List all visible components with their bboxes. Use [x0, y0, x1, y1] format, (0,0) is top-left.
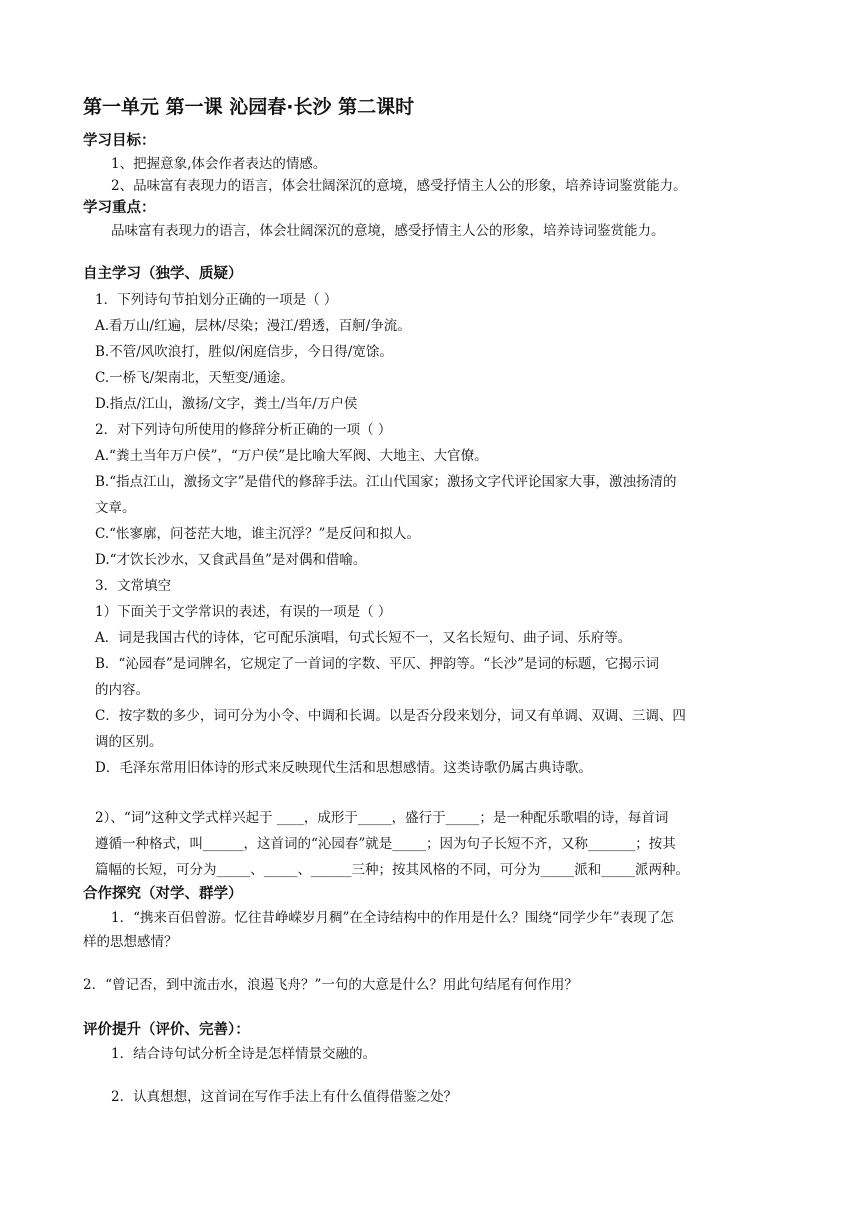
- option-line: C．按字数的多少，词可分为小令、中调和长调。以是否分段来划分，词又有单调、双调、三调、四: [95, 708, 686, 724]
- objectives-heading: 学习目标：: [83, 133, 156, 149]
- option-line: D．毛泽东常用旧体诗的形式来反映现代生活和思想感情。这类诗歌仍属古典诗歌。: [95, 760, 592, 776]
- option-line: 的内容。: [95, 682, 149, 698]
- question-line: 1．“携来百侣曾游。忆往昔峥嵘岁月稠”在全诗结构中的作用是什么？围绕“同学少年”表现了怎: [111, 910, 674, 926]
- option-line: D.“才饮长沙水，又食武昌鱼”是对偶和借喻。: [95, 552, 367, 568]
- option-line: C.一桥飞/架南北，天堑变/通途。: [95, 370, 294, 386]
- option-line: C.“怅寥廓，问苍茫大地，谁主沉浮？”是反问和拟人。: [95, 526, 420, 542]
- question-line: 1）下面关于文学常识的表述，有误的一项是（ ）: [95, 604, 392, 620]
- fill-blank-line: 2）、“词”这种文学式样兴起于 ____，成形于_____，盛行于_____；是一种配乐歌唱的诗，每首词: [95, 810, 669, 826]
- option-line: A．词是我国古代的诗体，它可配乐演唱，句式长短不一，又名长短句、曲子词、乐府等。: [95, 630, 632, 646]
- fill-blank-line: 篇幅的长短，可分为_____、_____、______三种；按其风格的不同，可分为_____派和_____派两种。: [95, 862, 689, 878]
- question-line: 1．结合诗句试分析全诗是怎样情景交融的。: [111, 1046, 377, 1062]
- question-line: 1．下列诗句节拍划分正确的一项是（ ）: [95, 292, 338, 308]
- option-line: D.指点/江山，激扬/文字，粪土/当年/万户侯: [95, 396, 358, 412]
- page-title: 第一单元 第一课 沁园春·长沙 第二课时: [83, 96, 415, 118]
- option-line: 文章。: [95, 500, 136, 516]
- question-line: 样的思想感情？: [83, 934, 178, 950]
- focus-heading: 学习重点：: [83, 200, 156, 216]
- objective-item: 1、把握意象,体会作者表达的情感。: [111, 156, 327, 172]
- option-line: A.“粪土当年万户侯”，“万户侯”是比喻大军阀、大地主、大官僚。: [95, 448, 488, 464]
- evaluation-heading: 评价提升（评价、完善）：: [83, 1022, 250, 1038]
- fill-blank-line: 遵循一种格式，叫______，这首词的“沁园春”就是_____；因为句子长短不齐，又称_______；按其: [95, 836, 676, 852]
- option-line: B．“沁园春”是词牌名，它规定了一首词的字数、平仄、押韵等。“长沙”是词的标题，它揭示词: [95, 656, 660, 672]
- focus-text: 品味富有表现力的语言，体会壮阔深沉的意境，感受抒情主人公的形象，培养诗词鉴赏能力。: [111, 223, 665, 239]
- question-line: 2．对下列诗句所使用的修辞分析正确的一项（ ）: [95, 422, 392, 438]
- option-line: B.“指点江山，激扬文字”是借代的修辞手法。江山代国家；激扬文字代评论国家大事，激浊扬清的: [95, 474, 677, 490]
- option-line: 调的区别。: [95, 734, 163, 750]
- question-line: 3．文常填空: [95, 578, 172, 594]
- self-study-heading: 自主学习（独学、质疑）: [83, 266, 243, 282]
- objective-item: 2、品味富有表现力的语言，体会壮阔深沉的意境，感受抒情主人公的形象，培养诗词鉴赏能力。: [111, 178, 687, 194]
- question-line: 2．认真想想，这首词在写作手法上有什么值得借鉴之处？: [111, 1089, 458, 1105]
- coop-heading: 合作探究（对学、群学）: [83, 886, 243, 902]
- option-line: B.不管/风吹浪打，胜似/闲庭信步，今日得/宽馀。: [95, 344, 393, 360]
- question-line: 2．“曾记否，到中流击水，浪遏飞舟？”一句的大意是什么？用此句结尾有何作用？: [83, 977, 578, 993]
- option-line: A.看万山/红遍，层林/尽染；漫江/碧透，百舸/争流。: [95, 318, 411, 334]
